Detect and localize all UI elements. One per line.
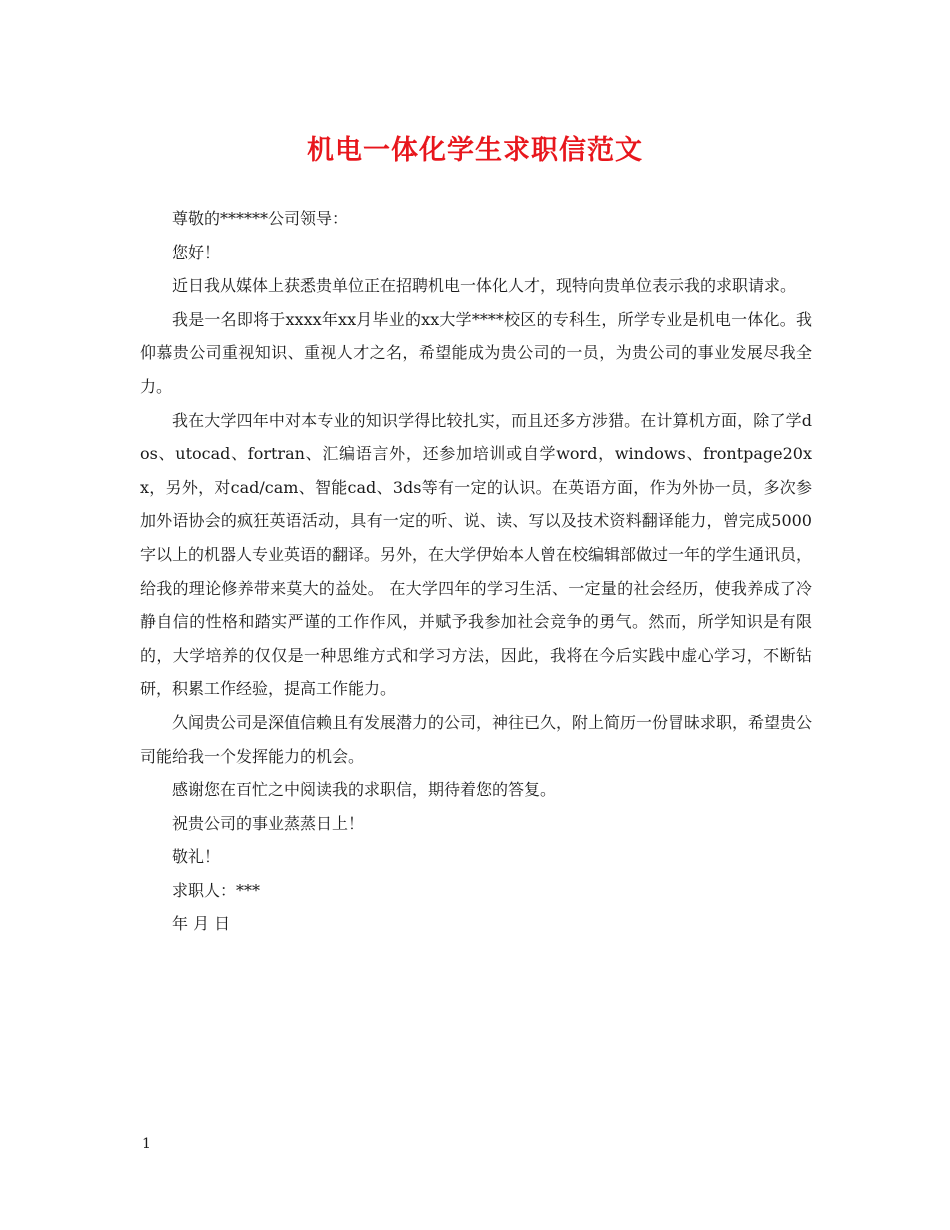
paragraph-skills: 我在大学四年中对本专业的知识学得比较扎实，而且还多方涉猎。在计算机方面，除了学dos、utocad、fortran、汇编语言外，还参加培训或自学word，windows、frontpage20xx，另外，对cad/cam、智能cad、3ds等有一定的认识。在英语方面，作为外协一员，多次参加外语协会的疯狂英语活动，具有一定的听、说、读、写以及技术资料翻译能力，曾完成5000字以上的机器人专业英语的翻译。另外，在大学伊始本人曾在校编辑部做过一年的学生通讯员，给我的理论修养带来莫大的益处。 在大学四年的学习生活、一定量的社会经历，使我养成了冷静自信的性格和踏实严谨的工作作风，并赋予我参加社会竞争的勇气。然而，所学知识是有限的，大学培养的仅仅是一种思维方式和学习方法，因此，我将在今后实践中虚心学习，不断钻研，积累工作经验，提高工作能力。: [140, 410, 813, 699]
salutation: 尊敬的******公司领导：: [172, 209, 349, 228]
letter-body: [140, 202, 812, 941]
paragraph-wishes: 祝贵公司的事业蒸蒸日上！: [172, 813, 365, 833]
closing: 敬礼！: [172, 847, 221, 867]
paragraph-intro: 近日我从媒体上获悉贵单位正在招聘机电一体化人才，现特向贵单位表示我的求职请求。: [172, 276, 797, 296]
signature: 求职人：***: [172, 880, 261, 900]
document-title: 机电一体化学生求职信范文: [307, 135, 643, 166]
paragraph-thanks: 感谢您在百忙之中阅读我的求职信，期待着您的答复。: [172, 780, 557, 800]
greeting: 您好！: [172, 242, 221, 262]
page-number: 1: [142, 1136, 151, 1152]
paragraph-background: 我是一名即将于xxxx年xx月毕业的xx大学****校区的专科生，所学专业是机电一体化。我仰慕贵公司重视知识、重视人才之名，希望能成为贵公司的一员，为贵公司的事业发展尽我全力。: [140, 309, 812, 396]
date-line: 年 月 日: [172, 914, 231, 934]
paragraph-request: 久闻贵公司是深值信赖且有发展潜力的公司，神往已久，附上简历一份冒昧求职，希望贵公司能给我一个发挥能力的机会。: [140, 712, 813, 766]
